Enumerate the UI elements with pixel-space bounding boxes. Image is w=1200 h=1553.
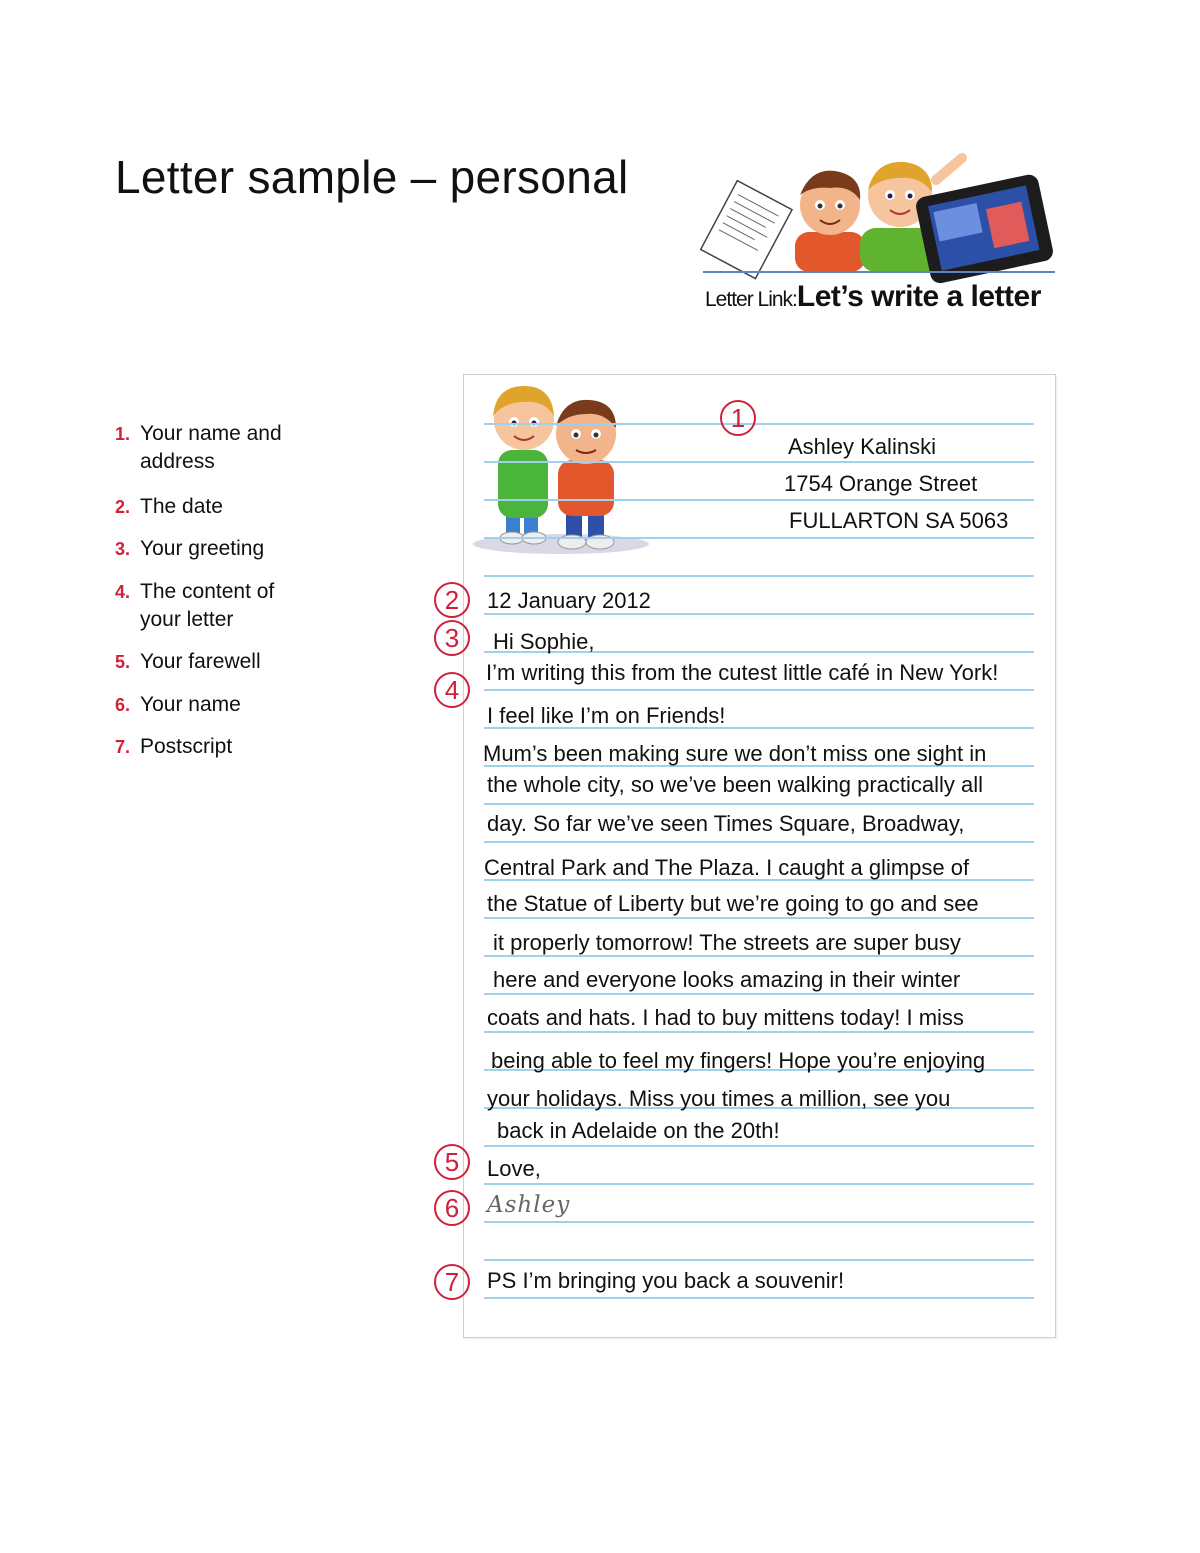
legend-item-7 bbox=[115, 733, 232, 761]
body-line: I feel like I’m on Friends! bbox=[487, 703, 726, 728]
marker-label: 5 bbox=[444, 1147, 460, 1177]
legend-number: 4. bbox=[115, 582, 131, 602]
rule-line bbox=[484, 841, 1034, 843]
rule-line bbox=[484, 1145, 1034, 1147]
body-line: it properly tomorrow! The streets are super busy bbox=[493, 930, 961, 955]
rule-line bbox=[484, 537, 1034, 539]
legend-number: 3. bbox=[115, 539, 131, 559]
rule-line bbox=[484, 423, 1034, 425]
legend-item-1 bbox=[115, 420, 282, 476]
marker-6 bbox=[432, 1188, 472, 1228]
sender-name: Ashley Kalinski bbox=[788, 434, 936, 459]
body-line: here and everyone looks amazing in their winter bbox=[493, 967, 961, 992]
legend-text: Your farewell bbox=[140, 650, 261, 673]
rule-line bbox=[484, 575, 1034, 577]
marker-label: 3 bbox=[444, 623, 460, 653]
legend-text: Your greeting bbox=[140, 537, 265, 560]
legend-number: 1. bbox=[115, 424, 131, 444]
page-title: Letter sample – personal bbox=[115, 151, 629, 203]
legend-item-6 bbox=[115, 691, 241, 719]
legend-text: The date bbox=[140, 495, 223, 518]
banner-caption bbox=[705, 280, 1041, 314]
marker-3 bbox=[432, 618, 472, 658]
rule-line bbox=[484, 1221, 1034, 1223]
legend-text: Your name bbox=[140, 693, 241, 716]
signature: Ashley bbox=[487, 1192, 571, 1218]
banner-divider bbox=[703, 271, 1055, 273]
legend-item-5 bbox=[115, 648, 261, 676]
banner-big-label: Let’s write a letter bbox=[796, 280, 1041, 313]
legend-text-continued: address bbox=[140, 450, 215, 473]
legend-text: Postscript bbox=[140, 735, 233, 758]
rule-line bbox=[484, 1259, 1034, 1261]
marker-5 bbox=[432, 1142, 472, 1182]
marker-2 bbox=[432, 580, 472, 620]
legend-text: Your name and bbox=[140, 422, 282, 445]
rule-line bbox=[484, 917, 1034, 919]
marker-label: 4 bbox=[444, 675, 460, 705]
body-line: day. So far we’ve seen Times Square, Broadway, bbox=[487, 811, 965, 836]
paper-icon bbox=[701, 181, 792, 279]
marker-label: 7 bbox=[444, 1267, 460, 1297]
letter-farewell: Love, bbox=[487, 1156, 541, 1181]
marker-label: 2 bbox=[444, 585, 460, 615]
body-line: coats and hats. I had to buy mittens today! I miss bbox=[487, 1005, 964, 1030]
rule-line bbox=[484, 1183, 1034, 1185]
body-line: the Statue of Liberty but we’re going to go and see bbox=[487, 891, 979, 916]
body-line: your holidays. Miss you times a million, see you bbox=[487, 1086, 951, 1111]
legend-item-2 bbox=[115, 493, 223, 521]
legend-number: 7. bbox=[115, 737, 131, 757]
body-line: Central Park and The Plaza. I caught a glimpse of bbox=[484, 855, 970, 880]
rule-line bbox=[484, 689, 1034, 691]
body-line: Mum’s been making sure we don’t miss one sight in bbox=[483, 741, 987, 766]
marker-label: 6 bbox=[444, 1193, 460, 1223]
marker-7 bbox=[432, 1262, 472, 1302]
body-line: back in Adelaide on the 20th! bbox=[497, 1118, 780, 1143]
letter-date: 12 January 2012 bbox=[487, 588, 651, 613]
legend-text-continued: your letter bbox=[140, 608, 234, 631]
legend-item-4 bbox=[115, 578, 274, 634]
marker-label: 1 bbox=[730, 403, 746, 433]
rule-line bbox=[484, 1297, 1034, 1299]
rule-line bbox=[484, 803, 1034, 805]
legend-number: 2. bbox=[115, 497, 131, 517]
tablet-icon bbox=[914, 173, 1055, 285]
legend-item-3 bbox=[115, 535, 264, 563]
sender-street: 1754 Orange Street bbox=[784, 471, 978, 496]
rule-line bbox=[484, 461, 1034, 463]
legend-text: The content of bbox=[140, 580, 275, 603]
sender-city: FULLARTON SA 5063 bbox=[789, 508, 1009, 533]
body-line: being able to feel my fingers! Hope you’re enjoying bbox=[491, 1048, 986, 1073]
legend-number: 6. bbox=[115, 695, 131, 715]
boy-illustration bbox=[795, 171, 865, 272]
rule-line bbox=[484, 1031, 1034, 1033]
body-line: I’m writing this from the cutest little café in New York! bbox=[486, 660, 999, 685]
letter-greeting: Hi Sophie, bbox=[493, 629, 595, 654]
rule-line bbox=[484, 499, 1034, 501]
legend-number: 5. bbox=[115, 652, 131, 672]
kids-illustration bbox=[466, 378, 658, 556]
letter-postscript: PS I’m bringing you back a souvenir! bbox=[487, 1268, 845, 1293]
girl-illustration bbox=[493, 386, 554, 544]
rule-line bbox=[484, 993, 1034, 995]
banner-small-label: Letter Link: bbox=[705, 288, 797, 311]
marker-4 bbox=[432, 670, 472, 710]
marker-1 bbox=[718, 398, 758, 438]
body-line: the whole city, so we’ve been walking practically all bbox=[487, 772, 984, 797]
